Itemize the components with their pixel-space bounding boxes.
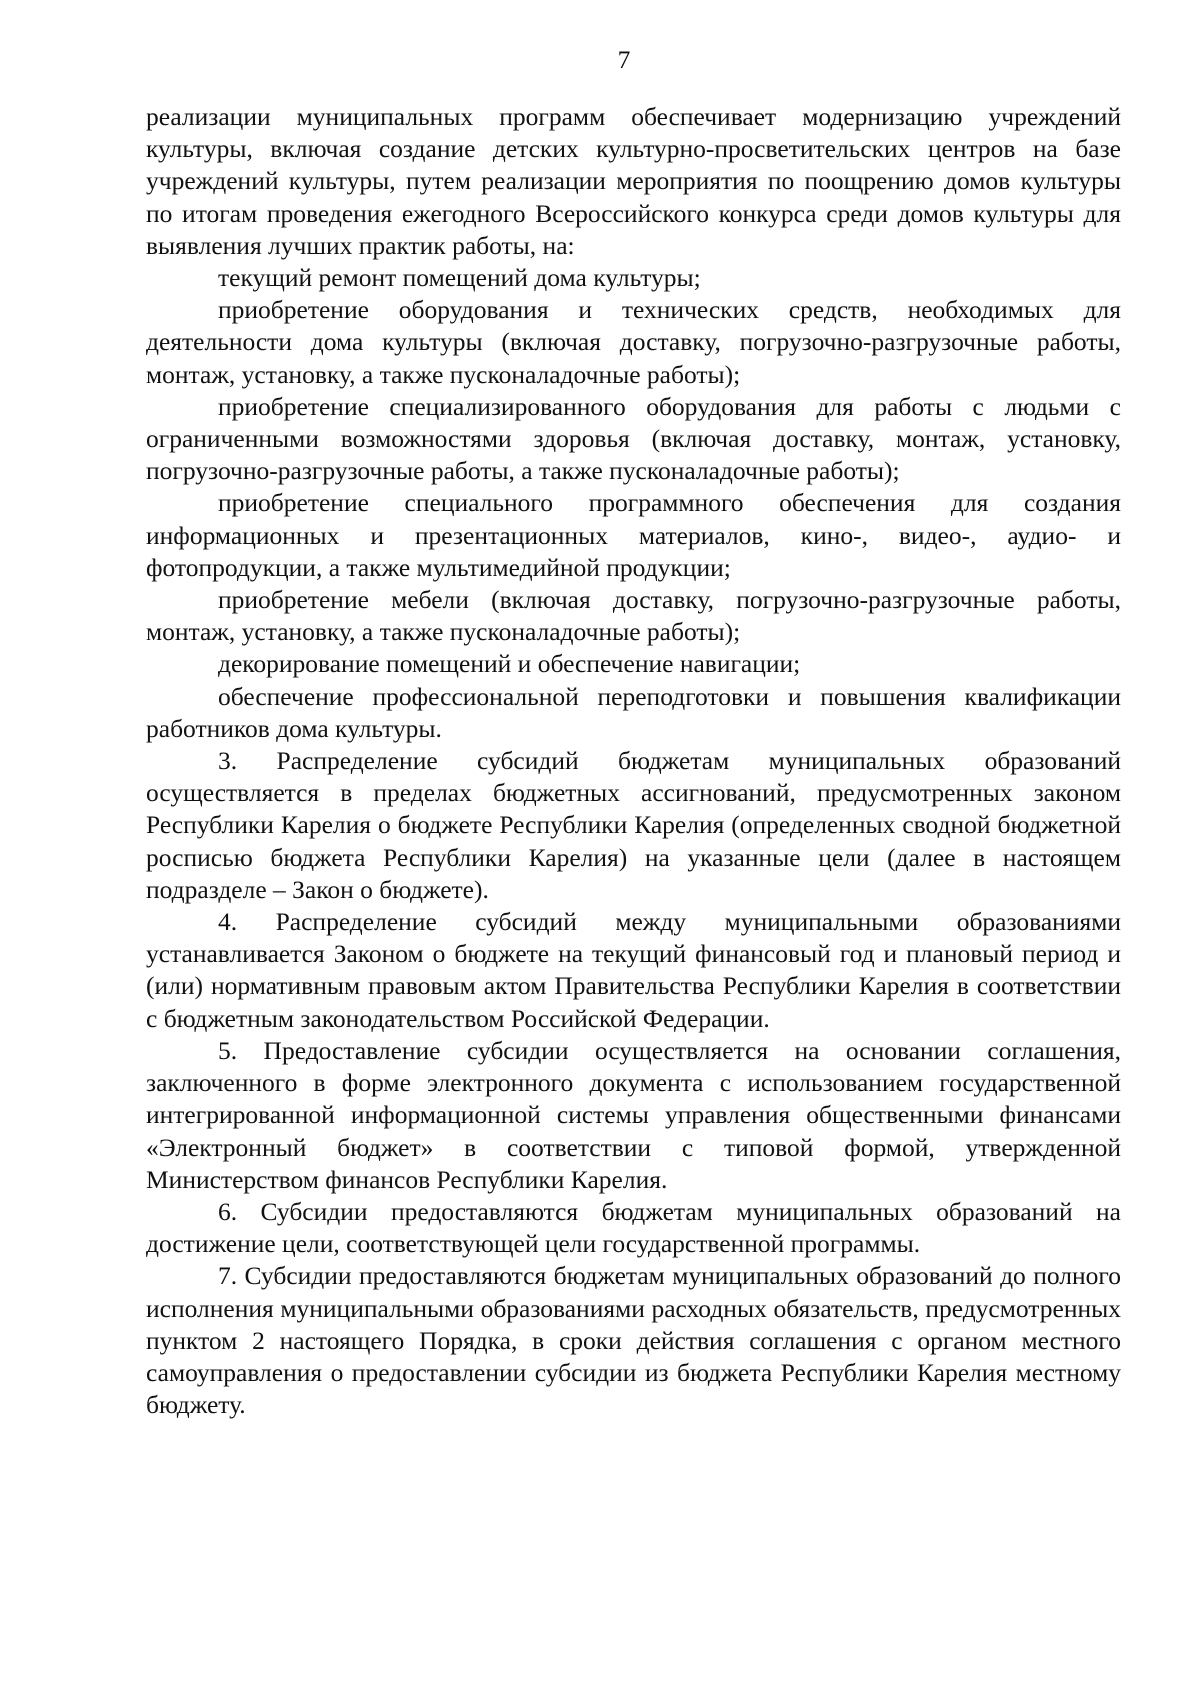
paragraph-intro: реализации муниципальных программ обеспечивает модернизацию учреждений культуры, включая создание детских культурно-просветительских центров на базе учреждений культуры, путем реализации мероприятия по поощрению домов культуры по итогам проведения ежегодного Всероссийского конкурса среди домов культуры для выявления лучших практик работы, на: xyxy=(146,102,1121,260)
list-item-software: приобретение специального программного обеспечения для создания информационных и презентационных материалов, кино-, видео-, аудио- и фотопродукции, а также мультимедийной продукции; xyxy=(146,488,1121,582)
clause-7: 7. Субсидии предоставляются бюджетам муниципальных образований до полного исполнения муниципальными образованиями расходных обязательств, предусмотренных пунктом 2 настоящего Порядка, в сроки действия соглашения с органом местного самоуправления о предоставлении субсидии из бюджета Республики Карелия местному бюджету. xyxy=(146,1261,1121,1420)
clause-6: 6. Субсидии предоставляются бюджетам муниципальных образований на достижение цели, соответствующей цели государственной программы. xyxy=(146,1196,1121,1259)
clause-3: 3. Распределение субсидий бюджетам муниципальных образований осуществляется в пределах бюджетных ассигнований, предусмотренных законом Республики Карелия о бюджете Республики Карелия (определенных сводной бюджетной росписью бюджета Республики Карелия) на указанные цели (далее в настоящем подразделе – Закон о бюджете). xyxy=(146,746,1121,904)
list-item-decoration: декорирование помещений и обеспечение навигации; xyxy=(218,649,801,679)
list-item-furniture: приобретение мебели (включая доставку, погрузочно-разгрузочные работы, монтаж, установку, а также пусконаладочные работы); xyxy=(146,585,1121,647)
clause-5: 5. Предоставление субсидии осуществляется на основании соглашения, заключенного в форме электронного документа с использованием государственной интегрированной информационной системы управления общественными финансами «Электронный бюджет» в соответствии с типовой формой, утвержденной Министерством финансов Республики Карелия. xyxy=(146,1035,1121,1194)
document-body xyxy=(146,101,1121,1421)
list-item-training: обеспечение профессиональной переподготовки и повышения квалификации работников дома культуры. xyxy=(146,681,1121,743)
list-item-equipment: приобретение оборудования и технических средств, необходимых для деятельности дома культуры (включая доставку, погрузочно-разгрузочные работы, монтаж, установку, а также пусконаладочные работы); xyxy=(146,295,1121,389)
list-item-special-equipment: приобретение специализированного оборудования для работы с людьми с ограниченными возможностями здоровья (включая доставку, монтаж, установку, погрузочно-разгрузочные работы, а также пусконаладочные работы); xyxy=(146,391,1121,486)
page-number: 7 xyxy=(617,45,631,74)
clause-4: 4. Распределение субсидий между муниципальными образованиями устанавливается Законом о бюджете на текущий финансовый год и плановый период и (или) нормативным правовым актом Правительства Республики Карелия в соответствии с бюджетным законодательством Российской Федерации. xyxy=(146,907,1121,1033)
list-item-repair: текущий ремонт помещений дома культуры; xyxy=(218,263,701,293)
